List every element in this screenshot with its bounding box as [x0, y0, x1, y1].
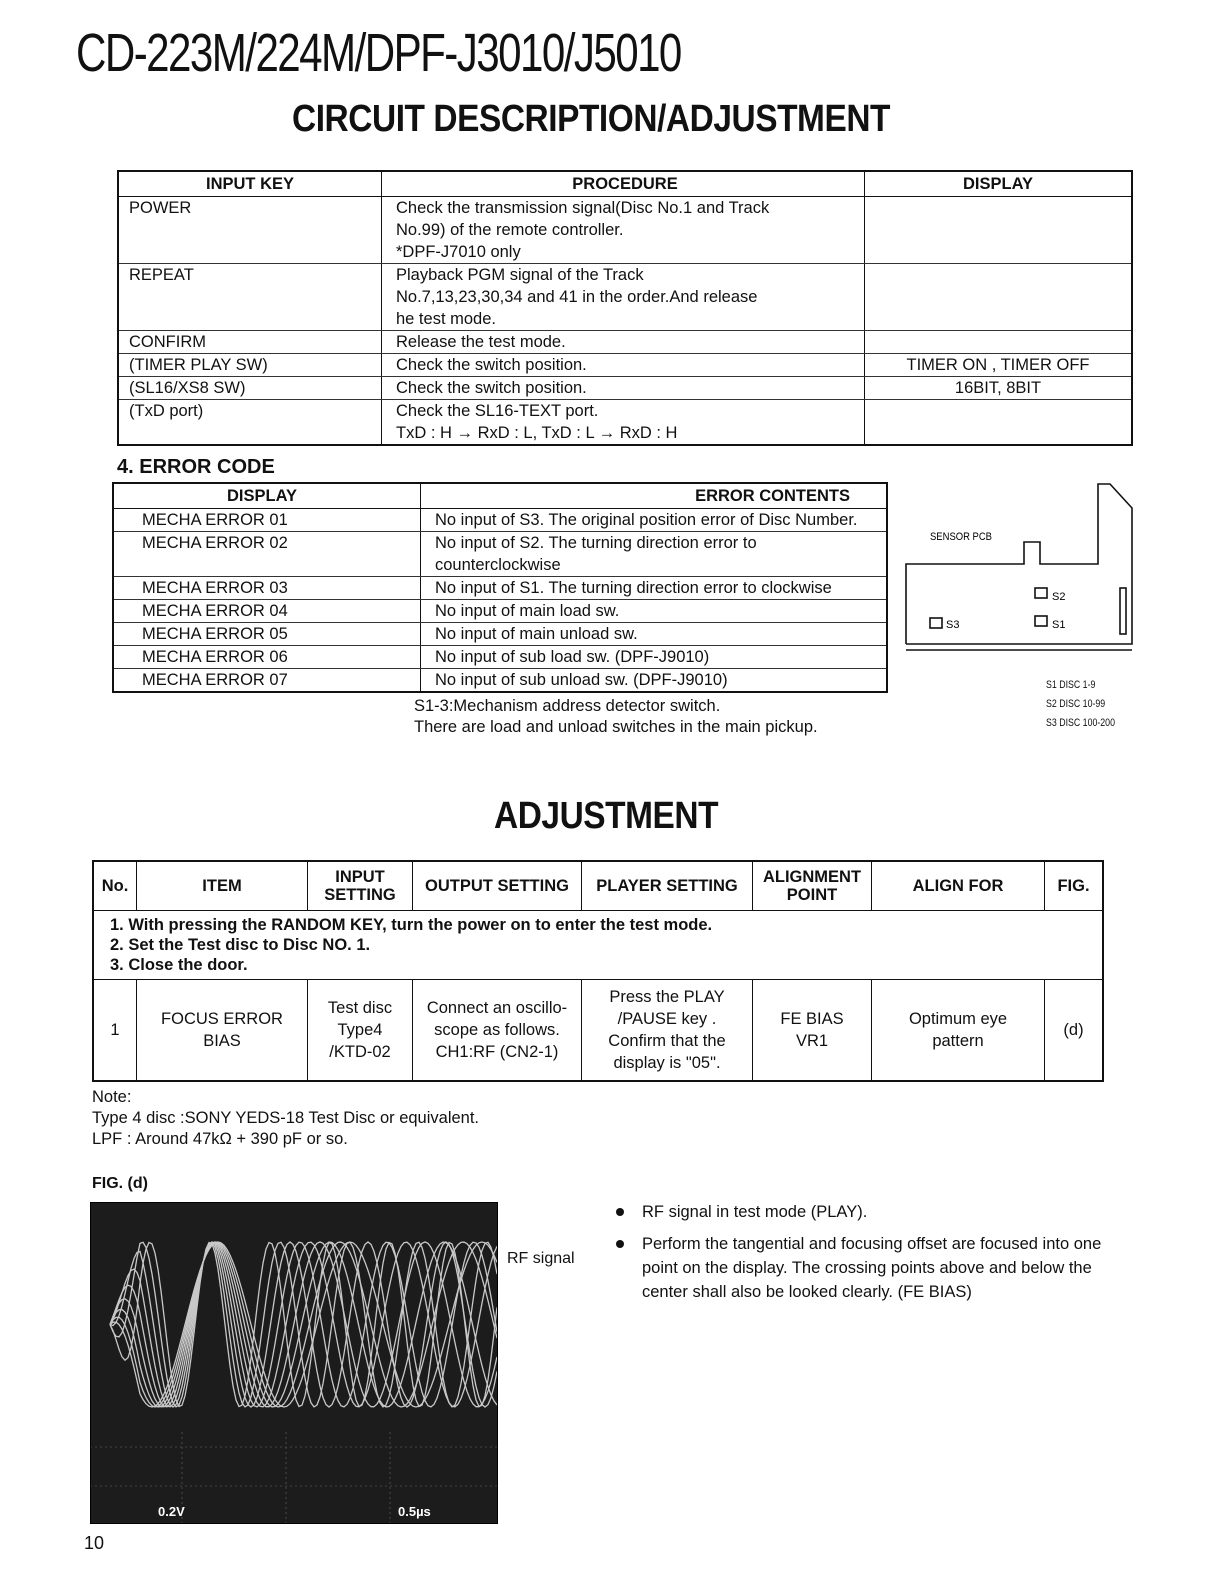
- bullet-item: [616, 1232, 1126, 1304]
- row-number: 1: [110, 1021, 120, 1039]
- player-line: Confirm that the: [608, 1032, 726, 1050]
- table-row: [113, 577, 887, 600]
- error-display: MECHA ERROR 01: [113, 509, 421, 532]
- table-row: [118, 197, 1132, 264]
- adjustment-title: ADJUSTMENT: [494, 795, 719, 837]
- switch-label-s2: S2: [1052, 591, 1066, 603]
- table-row: [113, 623, 887, 646]
- error-display: MECHA ERROR 05: [113, 623, 421, 646]
- display-value: [865, 331, 1133, 354]
- column-header: ITEM: [137, 861, 308, 911]
- procedure: [382, 197, 865, 264]
- column-header: FIG.: [1045, 861, 1104, 911]
- disc-range: S1 DISC 1-9: [1046, 679, 1096, 691]
- procedure-steps: [93, 911, 1103, 980]
- error-line: No input of S2. The turning direction error to: [435, 534, 757, 552]
- error-contents: [421, 646, 888, 669]
- error-code-heading: 4. ERROR CODE: [117, 456, 275, 478]
- error-display: MECHA ERROR 03: [113, 577, 421, 600]
- input-key: (SL16/XS8 SW): [118, 377, 382, 400]
- table-row: [118, 264, 1132, 331]
- rf-signal-label: RF signal: [507, 1250, 575, 1267]
- error-line: No input of main load sw.: [435, 602, 620, 620]
- volt-div-readout: 0.2V: [158, 1504, 185, 1519]
- display-value: 16BIT, 8BIT: [865, 377, 1133, 400]
- test-mode-table: [117, 170, 1133, 446]
- bullet-icon: [616, 1240, 624, 1248]
- table-row: [118, 400, 1132, 446]
- error-display: MECHA ERROR 02: [113, 532, 421, 577]
- error-line: No input of main unload sw.: [435, 625, 638, 643]
- display-value: [865, 197, 1133, 264]
- table-row: [113, 669, 887, 693]
- column-header: PROCEDURE: [382, 171, 865, 197]
- note-line: LPF : Around 47kΩ + 390 pF or so.: [92, 1130, 348, 1148]
- disc-range-legend: [1046, 676, 1115, 733]
- output-line: CH1:RF (CN2-1): [435, 1043, 559, 1061]
- procedure-line: *DPF-J7010 only: [396, 243, 521, 261]
- procedure-line: he test mode.: [396, 310, 496, 328]
- column-header: INPUT KEY: [118, 171, 382, 197]
- output-line: Connect an oscillo-: [426, 999, 568, 1017]
- output-line: scope as follows.: [434, 1021, 560, 1039]
- player-line: Press the PLAY: [609, 988, 725, 1006]
- procedure-line: Check the switch position.: [396, 356, 587, 374]
- step: 2. Set the Test disc to Disc NO. 1.: [110, 936, 371, 954]
- figure-notes: [616, 1200, 1126, 1312]
- table-row: [118, 331, 1132, 354]
- error-contents: [421, 509, 888, 532]
- input-line: Test disc: [327, 999, 393, 1017]
- error-contents: [421, 669, 888, 693]
- input-key: REPEAT: [118, 264, 382, 331]
- item-line: FOCUS ERROR: [161, 1010, 283, 1028]
- rf-eye-pattern: [90, 1202, 498, 1524]
- output-setting: [413, 980, 582, 1082]
- input-key: CONFIRM: [118, 331, 382, 354]
- error-display: MECHA ERROR 06: [113, 646, 421, 669]
- display-value: [865, 400, 1133, 446]
- error-line: No input of S1. The turning direction error to clockwise: [435, 579, 832, 597]
- column-header: ALIGNMENT POINT: [753, 861, 872, 911]
- procedure: [382, 400, 865, 446]
- input-key: (TIMER PLAY SW): [118, 354, 382, 377]
- align-for-line: pattern: [932, 1032, 984, 1050]
- bullet-text: Perform the tangential and focusing offset are focused into one point on the display. The crossing points above and below the center shall also be looked clearly. (FE BIAS): [642, 1235, 1102, 1301]
- note-label: Note:: [92, 1088, 132, 1106]
- table-row: [93, 980, 1103, 1082]
- step: 1. With pressing the RANDOM KEY, turn the power on to enter the test mode.: [110, 916, 713, 934]
- input-setting: [308, 980, 413, 1082]
- column-header: DISPLAY: [113, 483, 421, 509]
- column-header: DISPLAY: [865, 171, 1133, 197]
- page-title: CIRCUIT DESCRIPTION/ADJUSTMENT: [292, 98, 891, 140]
- player-line: display is "05".: [613, 1054, 721, 1072]
- error-display: MECHA ERROR 07: [142, 671, 288, 689]
- bullet-item: [616, 1200, 1126, 1224]
- procedure-line: No.7,13,23,30,34 and 41 in the order.And release: [396, 288, 758, 306]
- input-line: /KTD-02: [329, 1043, 391, 1061]
- column-header: INPUT SETTING: [308, 861, 413, 911]
- table-row: [118, 377, 1132, 400]
- column-header: ALIGN FOR: [872, 861, 1045, 911]
- error-line: No input of S3. The original position error of Disc Number.: [435, 511, 858, 529]
- procedure-line: No.99) of the remote controller.: [396, 221, 624, 239]
- figure-label: FIG. (d): [92, 1175, 148, 1192]
- procedure-line: Check the switch position.: [396, 379, 587, 397]
- column-header: OUTPUT SETTING: [413, 861, 582, 911]
- procedure: [382, 331, 865, 354]
- error-line: No input of sub unload sw. (DPF-J9010): [435, 671, 728, 689]
- model-number: CD-223M/224M/DPF-J3010/J5010: [76, 23, 681, 83]
- procedure-steps-row: [93, 911, 1103, 980]
- error-notes: [414, 696, 818, 738]
- item-line: BIAS: [203, 1032, 241, 1050]
- display-value: [865, 264, 1133, 331]
- error-line: No input of sub load sw. (DPF-J9010): [435, 648, 710, 666]
- alignment-point: [753, 980, 872, 1082]
- note-line: S1-3:Mechanism address detector switch.: [414, 697, 721, 715]
- input-key: POWER: [118, 197, 382, 264]
- switch-label-s1: S1: [1052, 619, 1066, 631]
- bullet-text: RF signal in test mode (PLAY).: [642, 1203, 868, 1221]
- item: [137, 980, 308, 1082]
- table-row: [113, 646, 887, 669]
- disc-range: S2 DISC 10-99: [1046, 698, 1106, 710]
- page-number: 10: [84, 1533, 105, 1553]
- switch-label-s3: S3: [946, 619, 960, 631]
- align-for: [872, 980, 1045, 1082]
- procedure-line: Check the SL16-TEXT port.: [396, 402, 599, 420]
- table-row: [113, 532, 887, 577]
- procedure-line: Check the transmission signal(Disc No.1 and Track: [396, 199, 770, 217]
- error-contents: [421, 600, 888, 623]
- procedure-line: Playback PGM signal of the Track: [396, 266, 644, 284]
- bullet-icon: [616, 1208, 624, 1216]
- error-contents: [421, 532, 888, 577]
- error-contents: [421, 577, 888, 600]
- player-line: /PAUSE key .: [617, 1010, 717, 1028]
- table-row: [118, 354, 1132, 377]
- note-line: There are load and unload switches in the main pickup.: [414, 718, 818, 736]
- column-header: No.: [93, 861, 137, 911]
- procedure: [382, 264, 865, 331]
- oscilloscope-image: [90, 1202, 498, 1524]
- column-header: ERROR CONTENTS: [421, 483, 888, 509]
- notes: [92, 1087, 479, 1150]
- alignment-line: FE BIAS: [780, 1010, 844, 1028]
- align-for-line: Optimum eye: [908, 1010, 1008, 1028]
- figure-ref: (d): [1045, 980, 1104, 1082]
- error-display: MECHA ERROR 04: [113, 600, 421, 623]
- sensor-pcb-label: SENSOR PCB: [930, 531, 992, 543]
- time-div-readout: 0.5µs: [398, 1504, 431, 1519]
- procedure: [382, 377, 865, 400]
- step: 3. Close the door.: [110, 956, 248, 974]
- error-code-table: [112, 482, 888, 693]
- disc-range: S3 DISC 100-200: [1046, 717, 1115, 729]
- error-contents: [421, 623, 888, 646]
- adjustment-table: [92, 860, 1104, 1082]
- player-setting: [582, 980, 753, 1082]
- error-line: counterclockwise: [435, 556, 561, 574]
- procedure-line: TxD : H → RxD : L, TxD : L → RxD : H: [396, 424, 678, 442]
- input-key: (TxD port): [129, 402, 204, 420]
- input-line: Type4: [337, 1021, 383, 1039]
- table-row: [113, 600, 887, 623]
- procedure-line: Release the test mode.: [396, 333, 566, 351]
- alignment-line: VR1: [795, 1032, 829, 1050]
- note-line: Type 4 disc :SONY YEDS-18 Test Disc or equivalent.: [92, 1109, 480, 1127]
- display-value: TIMER ON , TIMER OFF: [865, 354, 1133, 377]
- column-header: PLAYER SETTING: [582, 861, 753, 911]
- table-row: [113, 509, 887, 532]
- procedure: [382, 354, 865, 377]
